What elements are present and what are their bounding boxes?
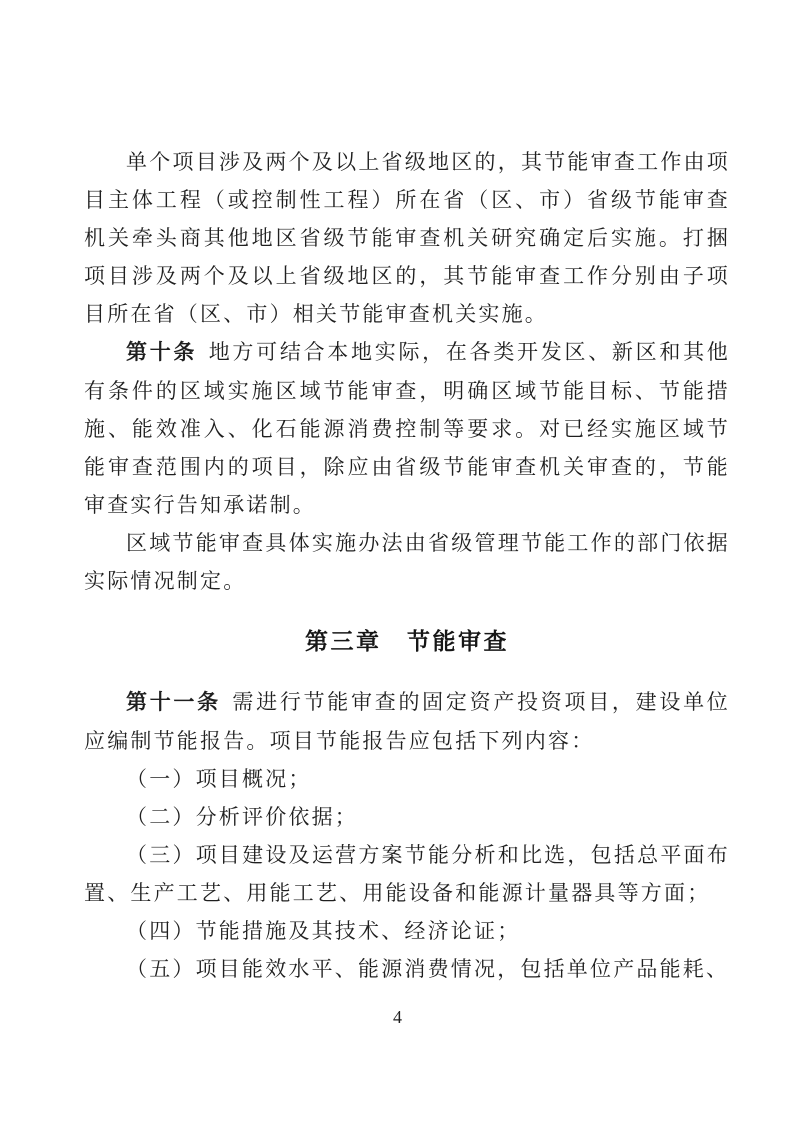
paragraph-article-11 bbox=[84, 683, 730, 760]
list-item-1: （一）项目概况； bbox=[126, 767, 312, 791]
paragraph-multi-province bbox=[84, 143, 730, 333]
chapter-heading: 第三章 节能审查 bbox=[305, 628, 509, 654]
list-item-3: （三）项目建设及运营方案节能分析和比选，包括总平面布置、生产工艺、用能工艺、用能设备和能源计量器具等方面； bbox=[84, 843, 730, 905]
list-item-4: （四）节能措施及其技术、经济论证； bbox=[126, 919, 521, 943]
page-number: 4 bbox=[393, 1007, 402, 1027]
article-10-term: 第十条 bbox=[126, 341, 198, 364]
list-item-5: （五）项目能效水平、能源消费情况，包括单位产品能耗、 bbox=[126, 957, 730, 981]
paragraph-article-10 bbox=[84, 333, 730, 524]
article-10-text: 地方可结合本地实际，在各类开发区、新区和其他有条件的区域实施区域节能审查，明确区域节能目标、节能措施、能效准入、化石能源消费控制等要求。对已经实施区域节能审查范围内的项目，除应由省级节能审查机关审查的，节能审查实行告知承诺制。 bbox=[84, 340, 730, 517]
paragraph-text: 单个项目涉及两个及以上省级地区的，其节能审查工作由项目主体工程（或控制性工程）所在省（区、市）省级节能审查机关牵头商其他地区省级节能审查机关研究确定后实施。打捆项目涉及两个及以上省级地区的，其节能审查工作分别由子项目所在省（区、市）相关节能审查机关实施。 bbox=[84, 150, 730, 326]
article-11-term: 第十一条 bbox=[126, 691, 221, 714]
document-body bbox=[84, 143, 730, 988]
paragraph-regional-measures bbox=[84, 524, 730, 600]
list-item-2: （二）分析评价依据； bbox=[126, 805, 358, 829]
paragraph-text: 区域节能审查具体实施办法由省级管理节能工作的部门依据实际情况制定。 bbox=[84, 531, 730, 593]
article-11-text: 需进行节能审查的固定资产投资项目，建设单位应编制节能报告。项目节能报告应包括下列内容： bbox=[84, 690, 730, 753]
